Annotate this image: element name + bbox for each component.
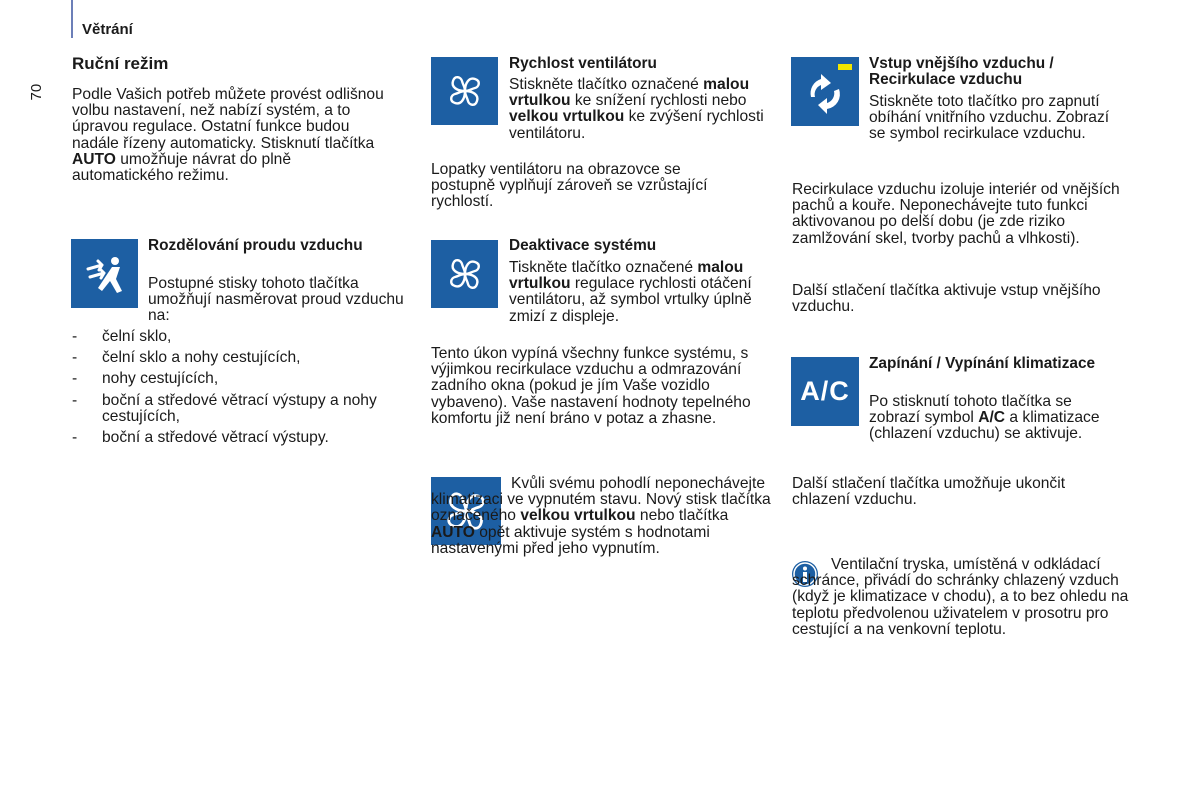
air-distribution-list — [72, 329, 402, 451]
fan-speed-title: Rychlost ventilátoru — [509, 55, 657, 72]
indicator-light — [838, 64, 852, 70]
list-item: - nohy cestujících, — [72, 371, 402, 387]
air-distribution-title: Rozdělování proudu vzduchu — [148, 237, 363, 254]
list-item: - boční a středové větrací výstupy. — [72, 430, 402, 446]
list-item: - čelní sklo, — [72, 329, 402, 345]
deactivation-note: Tento úkon vypíná všechny funkce systému, s výjimkou recirkulace vzduchu a odmrazování zadního okna (pokud je jím Vaše vozidlo vybaveno). Vaše nastavení hodnoty tepelného komfortu již není bráno v potaz a zhasne. — [431, 345, 751, 427]
recirculation-title: Vstup vnějšího vzduchu / Recirkulace vzduchu — [869, 55, 1054, 88]
ac-text: Po stisknutí tohoto tlačítka se zobrazí symbol A/C a klimatizace (chlazení vzduchu) se aktivuje. — [869, 393, 1100, 443]
info-note: Ventilační tryska, umístěná v odkládací schránce, přivádí do schránky chlazený vzduch (když je klimatizace v chodu), a to bez ohledu na teplotu předvolenou uživatelem v prosotru pro cestující a na venkovní teplotu. — [792, 556, 1129, 638]
deactivation-text: Tiskněte tlačítko označené malou vrtulkou regulace rychlosti otáčení ventilátoru, až symbol vrtulky úplně zmizí z displeje. — [509, 259, 752, 325]
fan-icon — [431, 57, 498, 125]
section-marker-bar — [71, 0, 73, 38]
page-number: 70 — [28, 83, 46, 101]
fan-speed-text: Stiskněte tlačítko označené malou vrtulkou ke snížení rychlosti nebo velkou vrtulkou ke zvýšení rychlosti ventilátoru. — [509, 76, 764, 142]
section-title: Větrání — [82, 21, 133, 38]
comfort-note: Kvůli svému pohodlí neponechávejte klimatizaci ve vypnutém stavu. Nový stisk tlačítka označeného velkou vrtulkou nebo tlačítka AUTO opět aktivuje systém s hodnotami nastavenými před jeho vypnutím. — [431, 475, 771, 557]
manual-mode-intro: Podle Vašich potřeb můžete provést odlišnou volbu nastavení, než nabízí systém, a to úpravou regulace. Ostatní funkce budou nadále řízeny automaticky. Stisknutí tlačítka AUTO umožňuje návrat do plně automatického režimu. — [72, 86, 384, 185]
ac-title: Zapínání / Vypínání klimatizace — [869, 355, 1096, 372]
air-distribution-text: Postupné stisky tohoto tlačítka umožňují nasměrovat proud vzduchu na: — [148, 275, 404, 325]
ac-icon-label: A/C — [800, 376, 850, 407]
deactivation-title: Deaktivace systému — [509, 237, 657, 254]
ac-note: Další stlačení tlačítka umožňuje ukončit chlazení vzduchu. — [792, 475, 1066, 509]
list-item: - čelní sklo a nohy cestujících, — [72, 350, 402, 366]
ac-icon — [791, 357, 859, 426]
air-distribution-icon — [71, 239, 138, 308]
recirculation-note: Recirkulace vzduchu izoluje interiér od vnějších pachů a kouře. Neponechávejte tuto funkci aktivovanou po delší dobu (je zde riziko zamlžování skel, tvorby pachů a vlhkosti). — [792, 181, 1120, 247]
list-item: - boční a středové větrací výstupy a nohy cestujících, — [72, 393, 402, 425]
recirculation-icon — [791, 57, 859, 126]
manual-mode-title: Ruční režim — [72, 54, 169, 73]
fan-icon — [431, 240, 498, 308]
recirculation-text: Stiskněte toto tlačítko pro zapnutí obíhání vnitřního vzduchu. Zobrazí se symbol recirkulace vzduchu. — [869, 93, 1110, 143]
recirculation-note-2: Další stlačení tlačítka aktivuje vstup vnějšího vzduchu. — [792, 282, 1101, 316]
fan-speed-note: Lopatky ventilátoru na obrazovce se postupně vyplňují zároveň se vzrůstající rychlostí. — [431, 161, 708, 211]
